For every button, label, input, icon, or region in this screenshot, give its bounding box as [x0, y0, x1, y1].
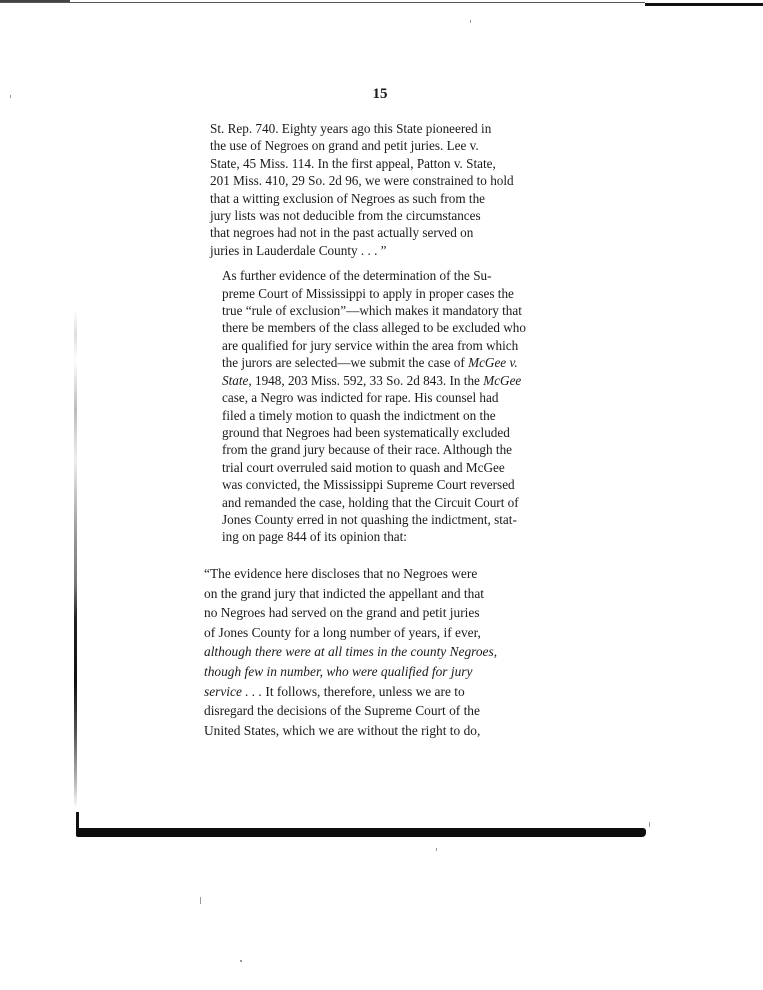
text-line: preme Court of Mississippi to apply in proper cases the: [222, 285, 514, 301]
text-line: there be members of the class alleged to be excluded who: [222, 320, 526, 336]
text-line: State, 45 Miss. 114. In the first appeal, Patton v. State,: [210, 155, 496, 171]
text-line: on the grand jury that indicted the appellant and that: [204, 585, 485, 601]
text-line: are qualified for jury service within the area from which: [222, 337, 519, 353]
text-line: ing on page 844 of its opinion that:: [222, 529, 407, 545]
text-line: of Jones County for a long number of years, if ever,: [204, 624, 481, 640]
text-line: juries in Lauderdale County . . . ”: [210, 242, 387, 258]
scan-speck: [200, 897, 201, 904]
text-line: United States, which we are without the right to do,: [204, 722, 481, 738]
text-line: that a witting exclusion of Negroes as such from the: [210, 190, 486, 206]
text-line: jury lists was not deducible from the circumstances: [210, 208, 481, 224]
text-line: and remanded the case, holding that the Circuit Court of: [222, 494, 519, 510]
text-line: no Negroes had served on the grand and petit juries: [204, 605, 480, 621]
text-line: filed a timely motion to quash the indictment on the: [222, 407, 496, 423]
case-name-italic: McGee: [483, 372, 522, 388]
quote-italic-line: though few in number, who were qualified for jury: [204, 663, 473, 679]
text-line: that negroes had not in the past actually served on: [210, 225, 474, 241]
scan-top-border: [0, 0, 763, 7]
text-line: from the grand jury because of their race. Although the: [222, 442, 513, 458]
main-paragraph: [210, 267, 552, 546]
scan-bottom-border: [76, 828, 646, 837]
text-line: “The evidence here discloses that no Negroes were: [204, 566, 478, 581]
text-line: disregard the decisions of the Supreme Court of the: [204, 703, 480, 719]
text-line: As further evidence of the determination of the Su-: [222, 268, 492, 284]
text-run: , 1948, 203 Miss. 592, 33 So. 2d 843. In the: [248, 372, 484, 388]
scan-speck: [436, 848, 437, 851]
text-line: Jones County erred in not quashing the indictment, stat-: [222, 511, 517, 527]
body-text: [210, 120, 552, 546]
text-line: [204, 682, 553, 702]
scan-speck: [240, 960, 242, 962]
scan-top-thin-line: [0, 2, 645, 3]
text-line: ground that Negroes had been systematically excluded: [222, 424, 510, 440]
text-line: [210, 354, 552, 371]
case-name-italic: McGee v.: [468, 355, 518, 371]
text-run: the jurors are selected—we submit the case of: [222, 355, 469, 371]
scan-speck: [10, 95, 11, 98]
text-line: 201 Miss. 410, 29 So. 2d 96, we were constrained to hold: [210, 173, 514, 189]
quote-italic-run: service . . .: [204, 683, 263, 699]
text-line: case, a Negro was indicted for rape. His counsel had: [222, 390, 499, 406]
text-run: It follows, therefore, unless we are to: [262, 683, 465, 699]
text-line: St. Rep. 740. Eighty years ago this State pioneered in: [210, 121, 492, 136]
case-name-italic: State: [222, 372, 249, 388]
text-line: [210, 372, 552, 389]
text-line: true “rule of exclusion”—which makes it mandatory that: [222, 303, 522, 319]
scan-speck: [649, 822, 650, 827]
block-quote: [204, 564, 553, 740]
quote-continuation: [210, 120, 552, 259]
scan-left-edge: [74, 310, 77, 808]
text-line: trial court overruled said motion to quash and McGee: [222, 459, 505, 475]
text-line: was convicted, the Mississippi Supreme Court reversed: [222, 477, 515, 493]
page-number: 15: [372, 86, 388, 102]
scan-speck: [470, 20, 471, 23]
scan-top-thick-line: [645, 3, 763, 6]
text-line: the use of Negroes on grand and petit juries. Lee v.: [210, 138, 479, 154]
quote-italic-line: although there were at all times in the county Negroes,: [204, 644, 498, 660]
